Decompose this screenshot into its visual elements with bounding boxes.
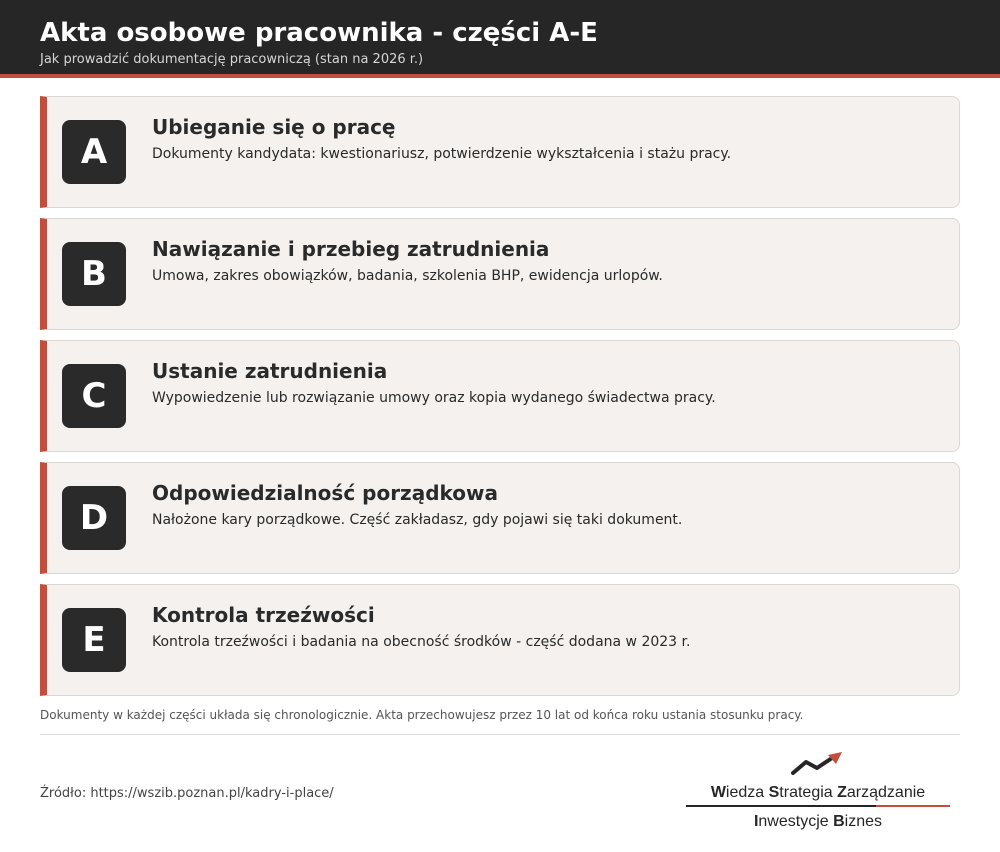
- section-title: Nawiązanie i przebieg zatrudnienia: [152, 237, 550, 261]
- logo-wordmark-line2: [686, 813, 950, 831]
- section-card-b: [40, 218, 960, 330]
- section-description: Kontrola trzeźwości i badania na obecność środków - część dodana w 2023 r.: [152, 634, 691, 650]
- section-card-a: [40, 96, 960, 208]
- logo-initial: W: [710, 784, 726, 801]
- logo-initial: B: [833, 813, 845, 830]
- section-title: Odpowiedzialność porządkowa: [152, 481, 498, 505]
- section-title: Kontrola trzeźwości: [152, 603, 375, 627]
- logo-word-rest: arządzanie: [846, 784, 926, 801]
- footer-divider: [40, 734, 960, 735]
- section-card-c: [40, 340, 960, 452]
- logo-word-rest: trategia: [779, 784, 833, 801]
- company-logo: [686, 752, 950, 836]
- section-description: Wypowiedzenie lub rozwiązanie umowy oraz kopia wydanego świadectwa pracy.: [152, 390, 716, 406]
- logo-initial: S: [768, 784, 780, 801]
- section-card-e: [40, 584, 960, 696]
- header: [0, 0, 1000, 74]
- section-letter-badge: E: [62, 608, 126, 672]
- section-letter-badge: B: [62, 242, 126, 306]
- section-letter-badge: A: [62, 120, 126, 184]
- section-letter-badge: D: [62, 486, 126, 550]
- section-description: Nałożone kary porządkowe. Część zakładasz, gdy pojawi się taki dokument.: [152, 512, 683, 528]
- section-title: Ustanie zatrudnienia: [152, 359, 388, 383]
- logo-initial: I: [753, 813, 759, 830]
- page-subtitle: Jak prowadzić dokumentację pracowniczą (stan na 2026 r.): [40, 52, 424, 67]
- section-letter-badge: C: [62, 364, 126, 428]
- logo-word-rest: iznes: [844, 813, 883, 830]
- logo-initial: Z: [837, 784, 847, 801]
- source-link[interactable]: Źródło: https://wszib.poznan.pl/kadry-i-place/: [40, 786, 334, 801]
- logo-word-rest: iedza: [725, 784, 765, 801]
- trend-arrow-icon: [790, 752, 842, 778]
- page-title: Akta osobowe pracownika - części A-E: [40, 18, 598, 48]
- logo-rule: [686, 805, 950, 807]
- section-title: Ubieganie się o pracę: [152, 115, 396, 139]
- header-accent-bar: [0, 74, 1000, 78]
- logo-wordmark-line1: [686, 784, 950, 802]
- section-description: Dokumenty kandydata: kwestionariusz, potwierdzenie wykształcenia i stażu pracy.: [152, 146, 732, 162]
- logo-word-rest: nwestycje: [758, 813, 829, 830]
- section-card-d: [40, 462, 960, 574]
- section-description: Umowa, zakres obowiązków, badania, szkolenia BHP, ewidencja urlopów.: [152, 268, 663, 284]
- footer-note: Dokumenty w każdej części układa się chronologicznie. Akta przechowujesz przez 10 lat od końca roku ustania stosunku pracy.: [40, 708, 804, 722]
